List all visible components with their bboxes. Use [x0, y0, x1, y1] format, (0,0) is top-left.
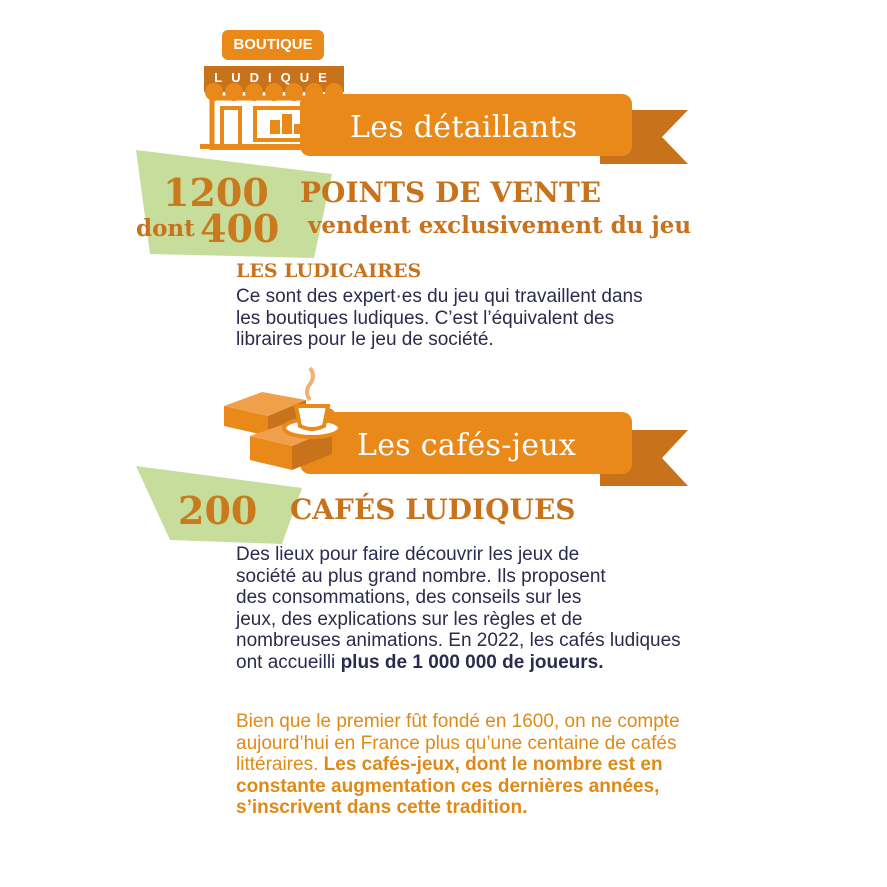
- paragraph-highlight-joueurs: plus de 1 000 000 de joueurs.: [340, 651, 604, 673]
- shop-sign-line1: BOUTIQUE: [233, 36, 313, 53]
- paragraph-line: libraires pour le jeu de société.: [236, 329, 494, 350]
- note-line: [236, 797, 836, 819]
- stat-number-400: 400: [200, 206, 280, 251]
- paragraph-line: nombreuses animations. En 2022, les cafés ludiques: [236, 630, 681, 651]
- stat-number-200: 200: [178, 488, 258, 533]
- paragraph-line: jeux, des explications sur les règles et de: [236, 608, 583, 630]
- note-plain: littéraires.: [236, 754, 324, 775]
- paragraph-line: Ce sont des expert·es du jeu qui travaillent dans: [236, 286, 643, 307]
- paragraph-line: les boutiques ludiques. C’est l’équivalent des: [236, 307, 615, 329]
- cafe-games-icon: [220, 366, 370, 478]
- ribbon-title-detaillants: Les détaillants: [350, 110, 578, 145]
- paragraph-line: société au plus grand nombre. Ils proposent: [236, 565, 606, 587]
- subheading-ludicaires: LES LUDICAIRES: [236, 260, 422, 282]
- paragraph-line: des consommations, des conseils sur les: [236, 587, 582, 608]
- paragraph-ludicaires: [236, 286, 796, 351]
- shop-sign-line2: LUDIQUE: [214, 70, 336, 85]
- note-line: Bien que le premier fût fondé en 1600, on ne compte: [236, 711, 680, 732]
- stat-prefix-dont: dont: [136, 215, 195, 242]
- note-bold: s’inscrivent dans cette tradition.: [236, 797, 528, 818]
- note-line: [236, 776, 836, 798]
- ribbon-title-cafes-jeux: Les cafés-jeux: [357, 428, 577, 463]
- paragraph-line: Des lieux pour faire découvrir les jeux de: [236, 544, 580, 565]
- stat-number-1200: 1200: [163, 170, 269, 215]
- note-bold: Les cafés-jeux, dont le nombre est en: [323, 754, 663, 775]
- paragraph-plain: ont accueilli: [236, 651, 341, 673]
- paragraph-line: [236, 652, 836, 674]
- paragraph-cafes: [236, 544, 836, 673]
- stat-label-points-de-vente: POINTS DE VENTE: [300, 176, 602, 209]
- stat-label-exclusivement: vendent exclusivement du jeu: [308, 212, 692, 239]
- note-line: [236, 754, 836, 776]
- note-line: aujourd’hui en France plus qu’une centaine de cafés: [236, 732, 677, 754]
- note-cafes-litteraires: [236, 711, 836, 819]
- note-bold: constante augmentation ces dernières années,: [236, 775, 660, 797]
- stat-label-cafes-ludiques: CAFÉS LUDIQUES: [290, 493, 576, 526]
